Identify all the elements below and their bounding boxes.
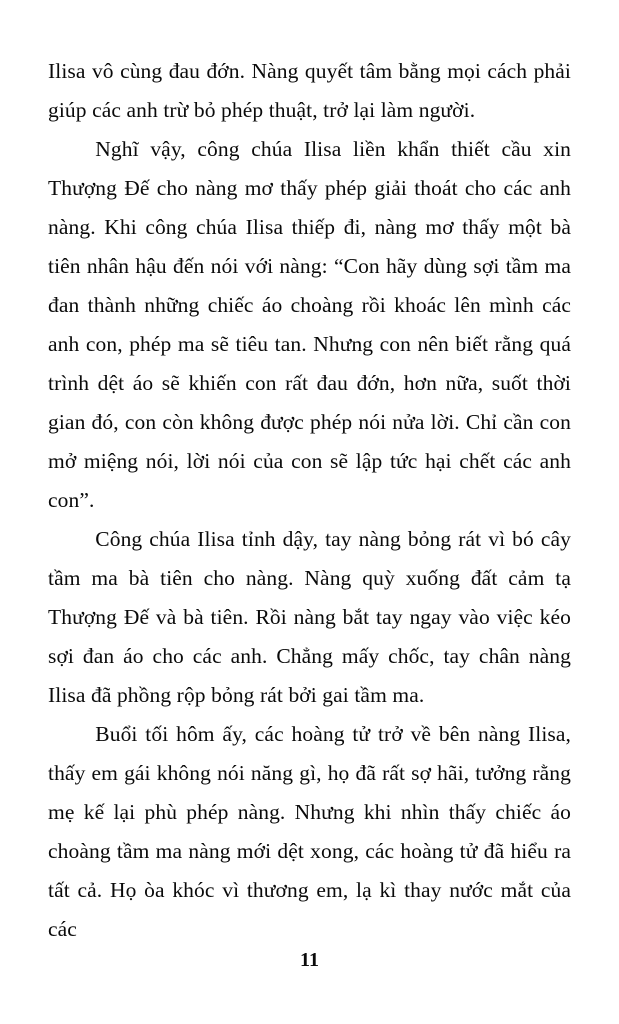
paragraph: Công chúa Ilisa tỉnh dậy, tay nàng bỏng rát vì bó cây tầm ma bà tiên cho nàng. Nàng quỳ xuống đất cảm tạ Thượng Đế và bà tiên. Rồi nàng bắt tay ngay vào việc kéo sợi đan áo cho các anh. Chẳng mấy chốc, tay chân nàng Ilisa đã phồng rộp bỏng rát bởi gai tầm ma.	[48, 527, 571, 707]
paragraph: Buổi tối hôm ấy, các hoàng tử trở về bên nàng Ilisa, thấy em gái không nói năng gì, họ đã rất sợ hãi, tưởng rằng mẹ kế lại phù phép nàng. Nhưng khi nhìn thấy chiếc áo choàng tầm ma nàng mới dệt xong, các hoàng tử đã hiểu ra tất cả. Họ òa khóc vì thương em, lạ kì thay nước mắt của các	[48, 722, 571, 941]
page-number: 11	[300, 949, 319, 971]
page-body	[48, 52, 571, 949]
paragraph: Ilisa vô cùng đau đớn. Nàng quyết tâm bằng mọi cách phải giúp các anh trừ bỏ phép thuật, trở lại làm người.	[48, 59, 571, 122]
paragraph: Nghĩ vậy, công chúa Ilisa liền khẩn thiết cầu xin Thượng Đế cho nàng mơ thấy phép giải thoát cho các anh nàng. Khi công chúa Ilisa thiếp đi, nàng mơ thấy một bà tiên nhân hậu đến nói với nàng: “Con hãy dùng sợi tầm ma đan thành những chiếc áo choàng rồi khoác lên mình các anh con, phép ma sẽ tiêu tan. Nhưng con nên biết rằng quá trình dệt áo sẽ khiến con rất đau đớn, hơn nữa, suốt thời gian đó, con còn không được phép nói nửa lời. Chỉ cần con mở miệng nói, lời nói của con sẽ lập tức hại chết các anh con”.	[48, 137, 571, 512]
